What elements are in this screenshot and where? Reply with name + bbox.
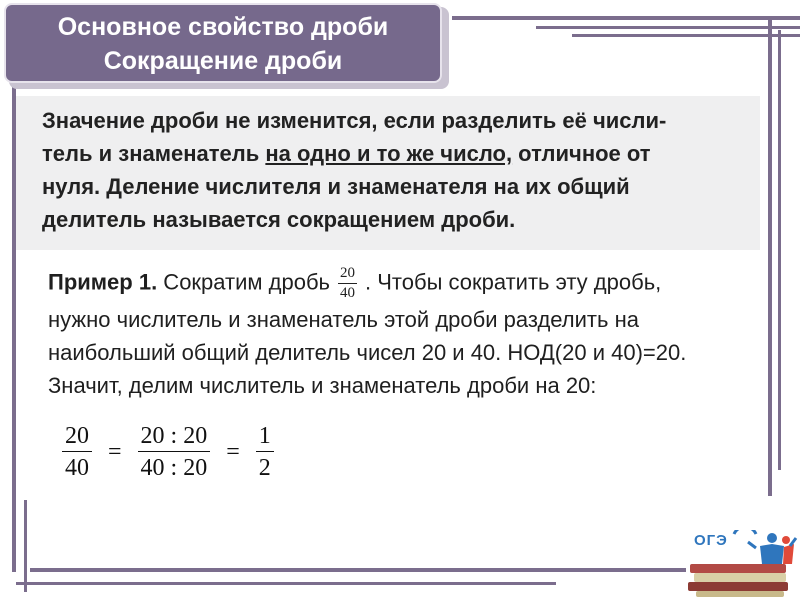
decor-line: [16, 582, 556, 585]
rule-line-2-start: тель и знаменатель: [42, 141, 266, 166]
inline-fraction-numerator: 20: [338, 264, 357, 284]
inline-fraction-denominator: 40: [340, 285, 356, 301]
rule-line-3: нуля. Деление числителя и знаменателя на их общий: [42, 174, 630, 199]
fraction-result-numerator: 1: [256, 422, 274, 452]
inline-fraction: [338, 264, 357, 303]
oge-logo: [686, 530, 798, 598]
example-line-1: [48, 264, 778, 303]
rule-line-4: делитель называется сокращением дроби.: [42, 207, 516, 232]
decor-line: [572, 34, 800, 37]
rule-text: [42, 104, 732, 236]
example-line-1-start: Сократим дробь: [157, 269, 331, 295]
rule-line-1: Значение дроби не изменится, если разделить её числи-: [42, 108, 667, 133]
decor-line: [768, 16, 772, 496]
fraction-result-denominator: 2: [258, 455, 271, 481]
example-text: [48, 264, 778, 402]
rule-underlined-phrase: на одно и то же число,: [265, 141, 513, 166]
equals-sign: =: [108, 438, 122, 465]
example-line-3: наибольший общий делитель чисел 20 и 40. НОД(20 и 40)=20.: [48, 340, 687, 365]
example-line-4: Значит, делим числитель и знаменатель дроби на 20:: [48, 373, 597, 398]
oge-logo-text: ОГЭ: [694, 532, 728, 549]
title-line-2: Сокращение дроби: [103, 47, 343, 75]
title-line-1: Основное свойство дроби: [57, 13, 389, 41]
books-figure-icon: [686, 530, 798, 598]
fraction-original-numerator: 20: [62, 422, 92, 452]
fraction-result: [256, 422, 274, 482]
decor-line: [30, 568, 686, 572]
decor-line: [778, 30, 781, 470]
equals-sign: =: [226, 438, 240, 465]
fraction-division-denominator: 40 : 20: [140, 455, 208, 481]
example-line-1-end: . Чтобы сократить эту дробь,: [365, 269, 662, 295]
example-label: Пример 1.: [48, 269, 158, 295]
example-line-2: нужно числитель и знаменатель этой дроби разделить на: [48, 307, 639, 332]
fraction-original: [62, 422, 92, 482]
fraction-division: [138, 422, 211, 482]
rule-line-2-end: отличное от: [512, 141, 651, 166]
reduction-equation: [62, 420, 274, 484]
decor-line: [536, 26, 800, 29]
decor-line: [24, 500, 27, 592]
title-banner: [4, 3, 442, 83]
rule-panel: [16, 96, 760, 250]
fraction-original-denominator: 40: [65, 455, 89, 481]
fraction-division-numerator: 20 : 20: [138, 422, 211, 452]
decor-line: [452, 16, 800, 20]
rule-line-2: [42, 137, 732, 170]
